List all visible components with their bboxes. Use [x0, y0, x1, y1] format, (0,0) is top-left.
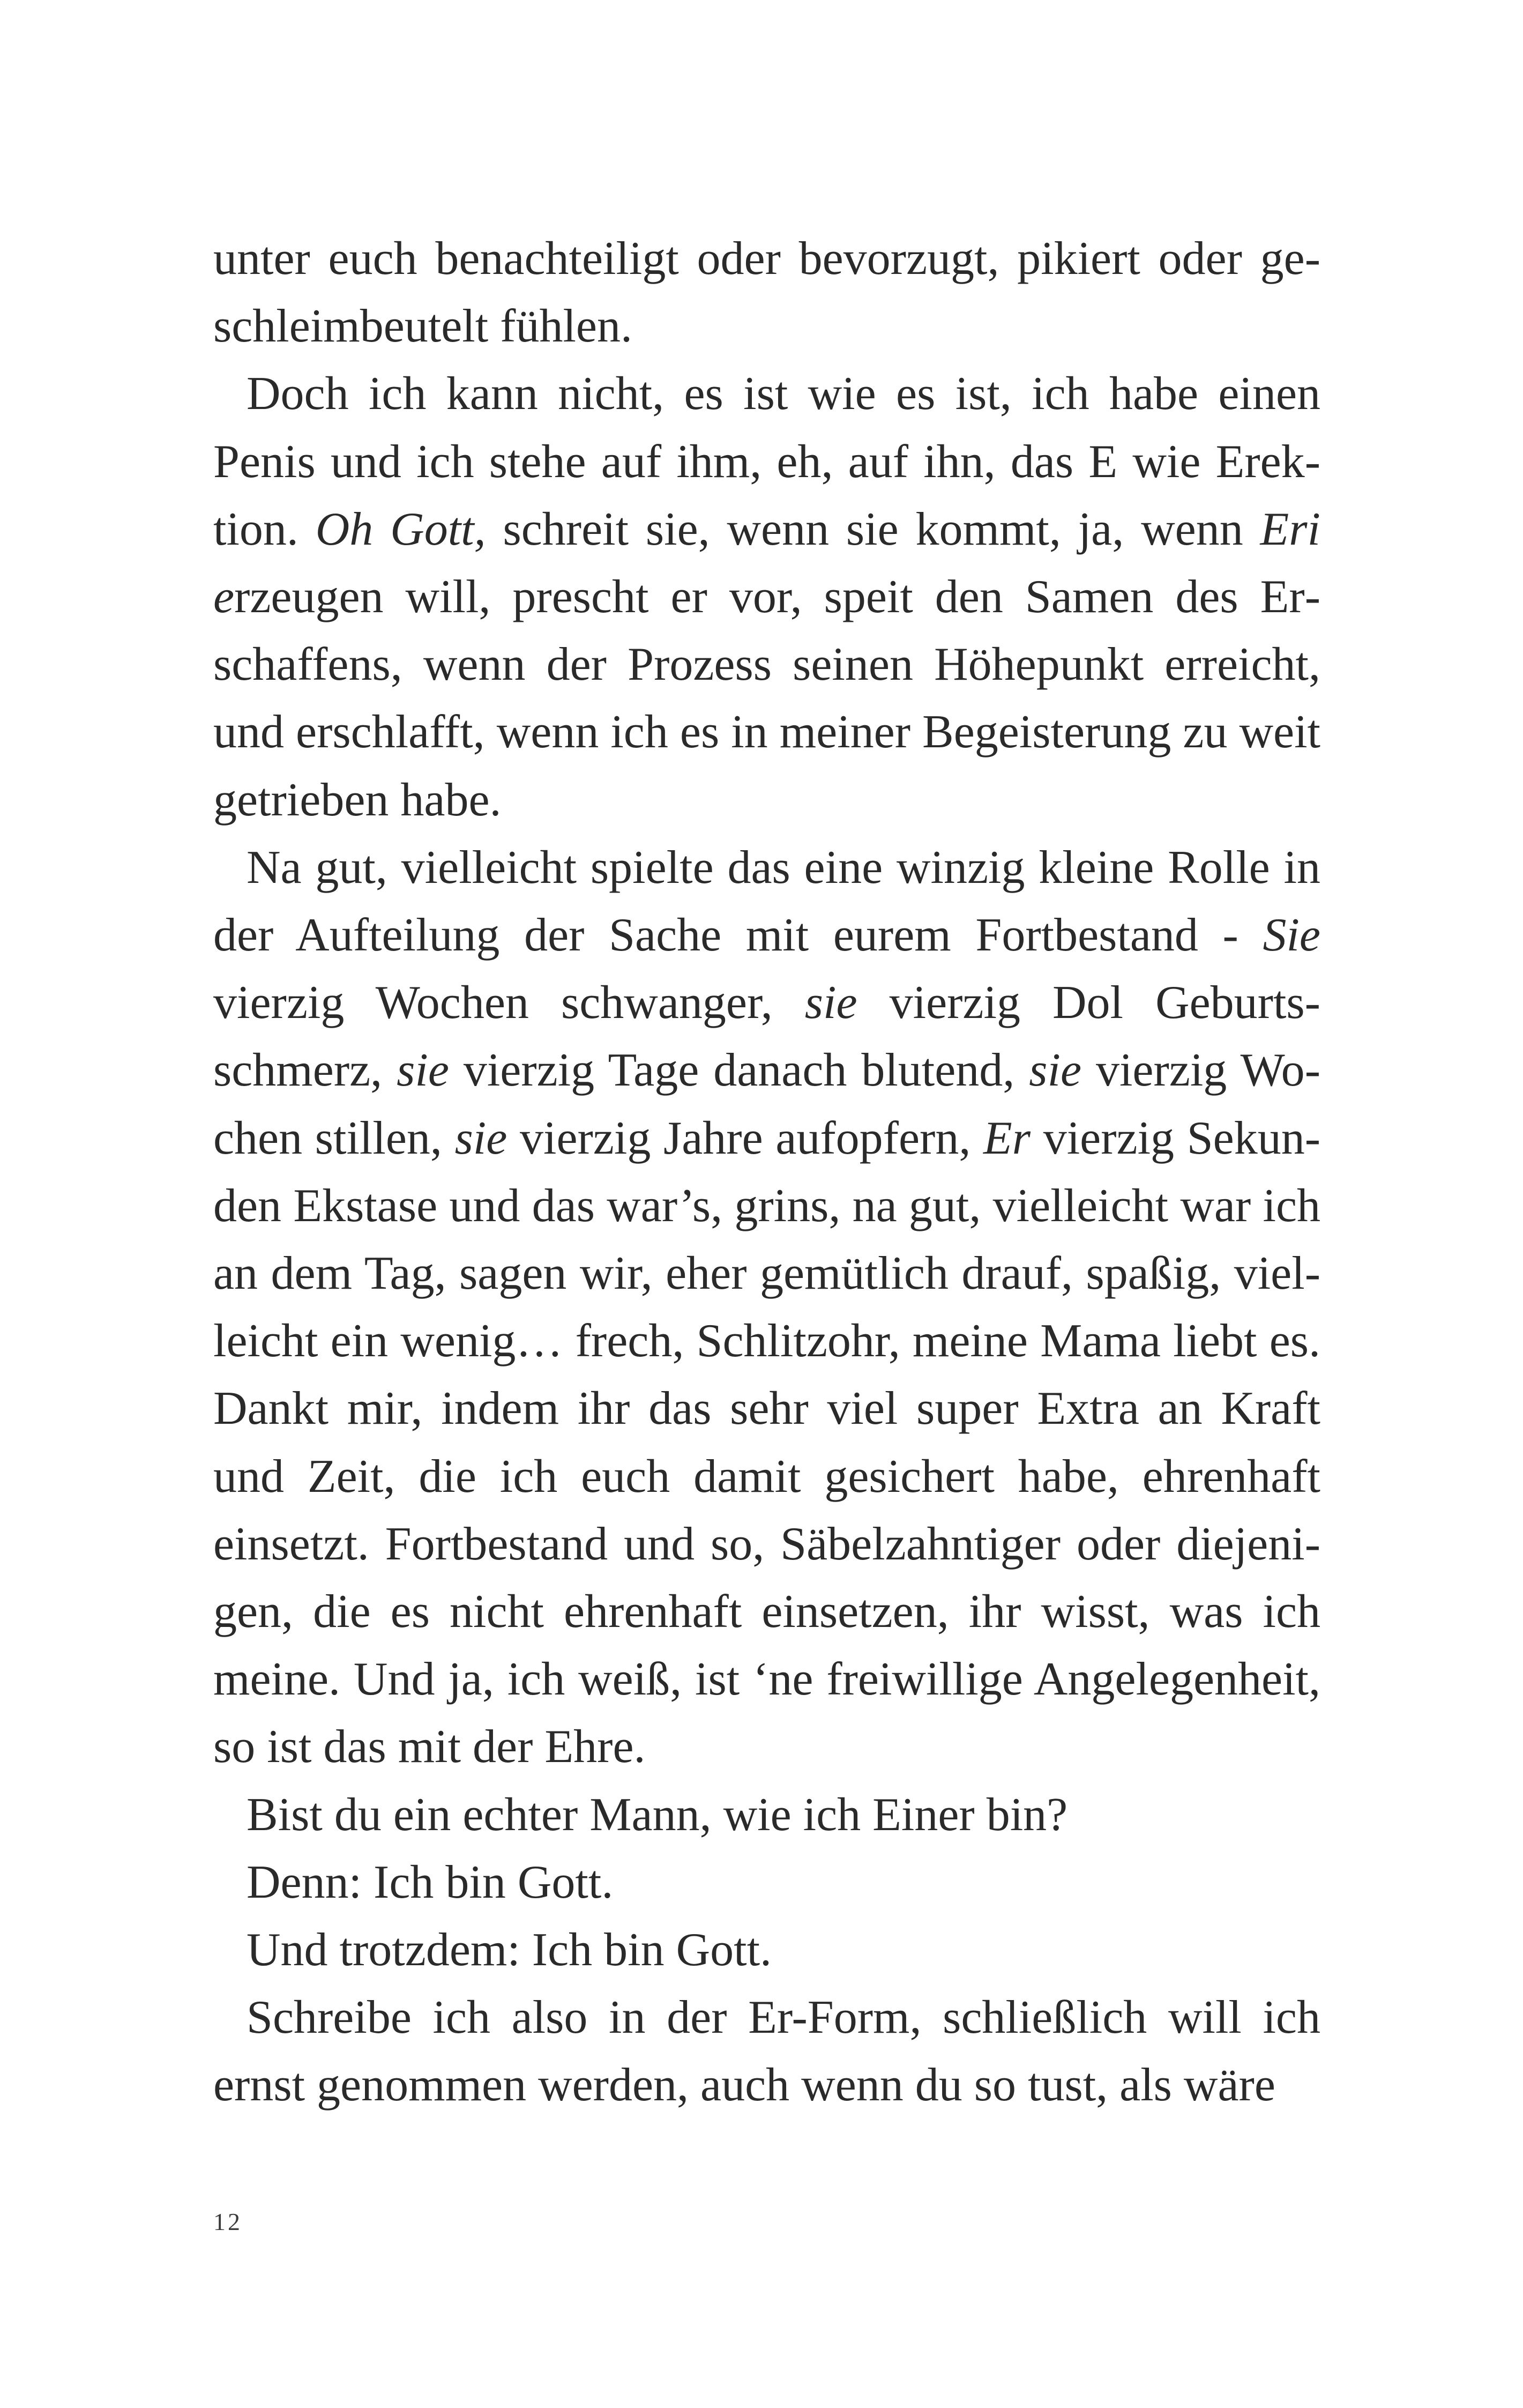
- paragraph: [213, 225, 1320, 360]
- paragraph: [213, 1984, 1320, 2119]
- italic-text: sie: [804, 977, 857, 1029]
- paragraph: [213, 834, 1320, 1781]
- page-number: 12: [213, 2208, 242, 2235]
- text-run: Na gut, vielleicht spielte das eine winzig kleine Rolle in der Aufteilung der Sache mit eurem Fortbestand -: [213, 841, 1320, 962]
- text-run: vierzig Wochen stillen,: [213, 1044, 1320, 1164]
- body-text: [213, 225, 1320, 2120]
- text-run: Doch ich kann nicht, es ist wie es ist, ich habe einen Penis und ich stehe auf ihm, eh, auf ihn, das E wie Erektion.: [213, 368, 1320, 555]
- paragraph: [213, 1781, 1320, 1849]
- italic-text: Oh Gott,: [315, 503, 486, 555]
- text-run: Bist du ein echter Mann, wie ich Einer bin?: [247, 1788, 1068, 1841]
- text-run: unter euch benachteiligt oder bevorzugt, pikiert oder geschleimbeutelt fühlen.: [213, 233, 1320, 353]
- text-run: Und trotzdem: Ich bin Gott.: [247, 1924, 772, 1976]
- italic-text: Eri: [1260, 503, 1320, 555]
- text-run: vierzig Sekunden Ekstase und das war’s, grins, na gut, vielleicht war ich an dem Tag, sagen wir, eher gemütlich drauf, spaßig, vielleicht ein wenig… frech, Schlitzohr, meine Mama liebt es. Dankt mir, indem ihr das sehr viel super Extra an Kraft und Zeit, die ich euch damit gesichert habe, ehrenhaft einsetzt. Fortbestand und so, Säbelzahntiger oder diejenigen, die es nicht ehrenhaft einsetzen, ihr wisst, was ich meine. Und ja, ich weiß, ist ‘ne freiwillige Angelegenheit, so ist das mit der Ehre.: [213, 1112, 1320, 1773]
- paragraph: [213, 1916, 1320, 1984]
- text-run: Denn: Ich bin Gott.: [247, 1856, 614, 1908]
- paragraph: [213, 360, 1320, 834]
- text-run: vierzig Dol Geburtsschmerz,: [213, 977, 1320, 1097]
- paragraph: [213, 1849, 1320, 1916]
- italic-text: sie: [454, 1112, 507, 1164]
- text-run: Schreibe ich also in der Er-Form, schließlich will ich ernst genommen werden, auch wenn du so tust, als wäre: [213, 1991, 1320, 2112]
- text-run: schreit sie, wenn sie kommt, ja, wenn: [486, 503, 1260, 555]
- italic-text: Er: [983, 1112, 1031, 1164]
- italic-text: sie: [1029, 1044, 1082, 1097]
- italic-text: e: [213, 571, 235, 623]
- italic-text: Sie: [1263, 909, 1320, 962]
- text-run: vierzig Tage danach blutend,: [449, 1044, 1029, 1097]
- text-run: vierzig Wochen schwanger,: [213, 977, 805, 1029]
- italic-text: sie: [397, 1044, 449, 1097]
- text-run: vierzig Jahre aufopfern,: [507, 1112, 984, 1164]
- text-run: rzeugen will, prescht er vor, speit den Samen des Erschaffens, wenn der Prozess seinen Höhepunkt erreicht, und erschlafft, wenn ich es in meiner Begeisterung zu weit getrieben habe.: [213, 571, 1320, 826]
